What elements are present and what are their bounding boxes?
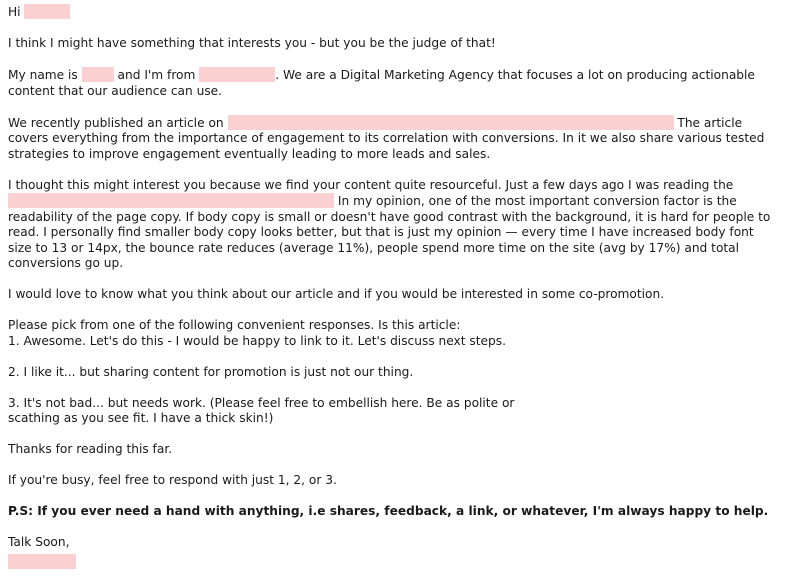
response-option-3-line-1: 3. It's not bad... but needs work. (Please feel free to embellish here. Be as polite or xyxy=(8,395,515,410)
name-middle: and I'm from xyxy=(117,68,196,82)
thanks-line: Thanks for reading this far. xyxy=(8,442,173,456)
redacted-article-title xyxy=(228,115,674,130)
interest-suffix: In my opinion, one of the most important conversion factor is the readability of the page copy. If body copy is small or doesn't have good contrast with the background, it is hard for people to read. I personally find smaller body copy looks better, but that is just my opinion — every time I have increased body font size to 13 or 14px, the bounce rate reduces (average 11%), people spend more time on the site (avg by 17%) and total conversions go up. xyxy=(8,194,771,270)
interest-prefix: I thought this might interest you because we find your content quite resourceful. Just a few days ago I was reading the xyxy=(8,177,734,192)
options-block-1 xyxy=(8,318,778,349)
name-prefix: My name is xyxy=(8,68,78,82)
signoff-text: Talk Soon, xyxy=(8,535,70,549)
article-suffix: The article covers everything from the importance of engagement to its correlation with conversions. In it we also share various tested strategies to improve engagement eventually leading to more leads and sales. xyxy=(8,115,765,161)
redacted-agency-name xyxy=(199,67,275,82)
postscript: P.S: If you ever need a hand with anything, i.e shares, feedback, a link, or whatever, I'm always happy to help. xyxy=(8,504,769,518)
response-option-1: 1. Awesome. Let's do this - I would be happy to link to it. Let's discuss next steps. xyxy=(8,333,507,348)
signoff-block xyxy=(8,535,778,570)
email-body xyxy=(8,4,778,570)
redacted-referenced-article xyxy=(8,193,334,208)
redacted-sender-name xyxy=(82,67,114,82)
response-option-3-line-2: scathing as you see fit. I have a thick skin!) xyxy=(8,411,274,425)
response-option-2: 2. I like it... but sharing content for promotion is just not our thing. xyxy=(8,364,414,379)
response-option-3 xyxy=(8,396,778,427)
article-paragraph xyxy=(8,115,778,163)
article-prefix: We recently published an article on xyxy=(8,115,224,130)
pick-intro: Please pick from one of the following convenient responses. Is this article: xyxy=(8,318,461,332)
greeting-text: Hi xyxy=(8,5,21,19)
interest-paragraph xyxy=(8,178,778,272)
busy-line: If you're busy, feel free to respond with just 1, 2, or 3. xyxy=(8,473,337,487)
co-promotion-paragraph: I would love to know what you think about our article and if you would be interested in some co-promotion. xyxy=(8,287,665,301)
name-paragraph xyxy=(8,67,778,99)
redacted-signature xyxy=(8,554,76,569)
intro-paragraph: I think I might have something that interests you - but you be the judge of that! xyxy=(8,36,496,50)
name-suffix: . We are a Digital Marketing Agency that focuses a lot on producing actionable content that our audience can use. xyxy=(8,68,755,98)
greeting-line xyxy=(8,4,778,21)
redacted-recipient-name xyxy=(24,4,70,19)
